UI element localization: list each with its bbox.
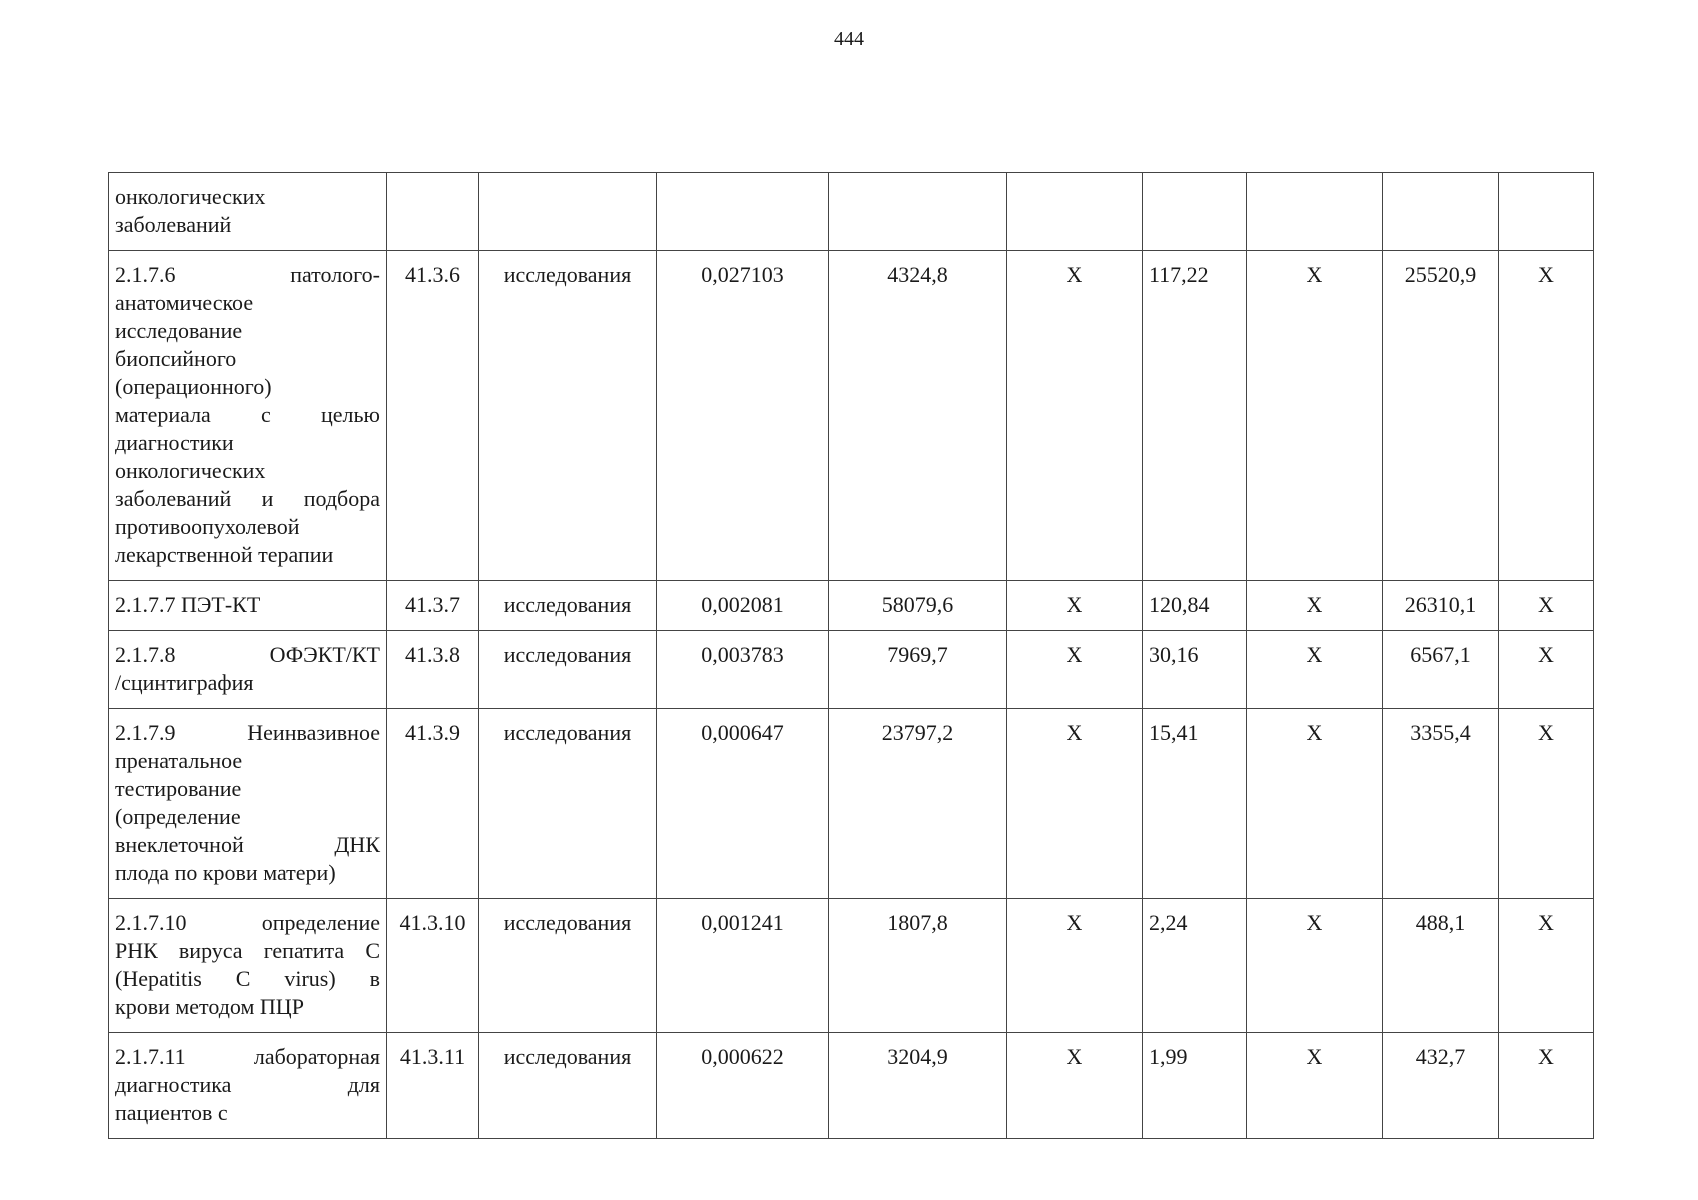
name-cell xyxy=(109,251,387,581)
col7-cell: 30,16 xyxy=(1143,631,1247,709)
name-cell xyxy=(109,1033,387,1139)
col7-cell: 1,99 xyxy=(1143,1033,1247,1139)
cost-cell: 23797,2 xyxy=(829,709,1007,899)
col9-cell: 6567,1 xyxy=(1383,631,1499,709)
cost-cell xyxy=(829,173,1007,251)
col10-cell: X xyxy=(1499,631,1594,709)
col8-cell: X xyxy=(1247,251,1383,581)
col9-cell: 25520,9 xyxy=(1383,251,1499,581)
name-line: крови методом ПЦР xyxy=(115,994,304,1019)
col7-cell: 15,41 xyxy=(1143,709,1247,899)
code-cell xyxy=(387,173,479,251)
col6-cell: X xyxy=(1007,631,1143,709)
col6-cell: X xyxy=(1007,709,1143,899)
name-line: онкологических xyxy=(115,184,266,209)
col10-cell xyxy=(1499,173,1594,251)
cost-cell: 58079,6 xyxy=(829,581,1007,631)
name-line: 2.1.7.10 определение xyxy=(115,910,380,935)
name-line: биопсийного xyxy=(115,346,237,371)
name-cell xyxy=(109,581,387,631)
col9-cell: 26310,1 xyxy=(1383,581,1499,631)
col9-cell: 488,1 xyxy=(1383,899,1499,1033)
col10-cell: X xyxy=(1499,709,1594,899)
name-line: заболеваний xyxy=(115,212,232,237)
name-line: 2.1.7.9 Неинвазивное xyxy=(115,720,380,745)
tariff-table xyxy=(108,172,1594,1139)
name-cell xyxy=(109,709,387,899)
page-number: 444 xyxy=(834,28,864,50)
table-row xyxy=(109,251,1594,581)
norm-cell: 0,000647 xyxy=(657,709,829,899)
col7-cell: 117,22 xyxy=(1143,251,1247,581)
name-line: (операционного) xyxy=(115,374,272,399)
code-cell: 41.3.10 xyxy=(387,899,479,1033)
unit-cell: исследования xyxy=(479,709,657,899)
table-row xyxy=(109,899,1594,1033)
unit-cell: исследования xyxy=(479,899,657,1033)
table-body xyxy=(109,173,1594,1139)
name-line: РНК вируса гепатита С xyxy=(115,938,380,963)
code-cell: 41.3.7 xyxy=(387,581,479,631)
col8-cell xyxy=(1247,173,1383,251)
col10-cell: X xyxy=(1499,1033,1594,1139)
col6-cell: X xyxy=(1007,251,1143,581)
unit-cell: исследования xyxy=(479,581,657,631)
name-line: диагностика для xyxy=(115,1072,380,1097)
col7-cell: 2,24 xyxy=(1143,899,1247,1033)
col9-cell xyxy=(1383,173,1499,251)
col8-cell: X xyxy=(1247,581,1383,631)
col10-cell: X xyxy=(1499,251,1594,581)
unit-cell xyxy=(479,173,657,251)
table-row xyxy=(109,581,1594,631)
code-cell: 41.3.6 xyxy=(387,251,479,581)
name-line: заболеваний и подбора xyxy=(115,486,380,511)
table-row xyxy=(109,709,1594,899)
col6-cell: X xyxy=(1007,899,1143,1033)
norm-cell xyxy=(657,173,829,251)
name-line: пациентов с xyxy=(115,1100,228,1125)
name-cell xyxy=(109,173,387,251)
unit-cell: исследования xyxy=(479,251,657,581)
name-line: внеклеточной ДНК xyxy=(115,832,380,857)
unit-cell: исследования xyxy=(479,631,657,709)
name-cell xyxy=(109,631,387,709)
cost-cell: 4324,8 xyxy=(829,251,1007,581)
code-cell: 41.3.11 xyxy=(387,1033,479,1139)
col8-cell: X xyxy=(1247,709,1383,899)
col7-cell: 120,84 xyxy=(1143,581,1247,631)
col10-cell: X xyxy=(1499,581,1594,631)
name-line: плода по крови матери) xyxy=(115,860,336,885)
name-line: тестирование xyxy=(115,776,242,801)
col6-cell xyxy=(1007,173,1143,251)
name-line: анатомическое xyxy=(115,290,254,315)
name-line: 2.1.7.8 ОФЭКТ/КТ xyxy=(115,642,380,667)
col9-cell: 432,7 xyxy=(1383,1033,1499,1139)
cost-cell: 1807,8 xyxy=(829,899,1007,1033)
col6-cell: X xyxy=(1007,1033,1143,1139)
code-cell: 41.3.8 xyxy=(387,631,479,709)
norm-cell: 0,027103 xyxy=(657,251,829,581)
name-line: 2.1.7.11 лабораторная xyxy=(115,1044,380,1069)
table-row xyxy=(109,173,1594,251)
name-line: 2.1.7.6 патолого- xyxy=(115,262,380,287)
name-line: исследование xyxy=(115,318,243,343)
unit-cell: исследования xyxy=(479,1033,657,1139)
table-row xyxy=(109,1033,1594,1139)
col8-cell: X xyxy=(1247,631,1383,709)
name-line: материала с целью xyxy=(115,402,380,427)
name-line: пренатальное xyxy=(115,748,243,773)
norm-cell: 0,001241 xyxy=(657,899,829,1033)
name-line: (Hepatitis C virus) в xyxy=(115,966,380,991)
col6-cell: X xyxy=(1007,581,1143,631)
name-line: онкологических xyxy=(115,458,266,483)
code-cell: 41.3.9 xyxy=(387,709,479,899)
cost-cell: 7969,7 xyxy=(829,631,1007,709)
norm-cell: 0,002081 xyxy=(657,581,829,631)
col8-cell: X xyxy=(1247,899,1383,1033)
name-line: /сцинтиграфия xyxy=(115,670,254,695)
col8-cell: X xyxy=(1247,1033,1383,1139)
name-cell xyxy=(109,899,387,1033)
name-line: (определение xyxy=(115,804,241,829)
col7-cell xyxy=(1143,173,1247,251)
table-row xyxy=(109,631,1594,709)
name-line: лекарственной терапии xyxy=(115,542,334,567)
name-line: противоопухолевой xyxy=(115,514,300,539)
norm-cell: 0,003783 xyxy=(657,631,829,709)
col10-cell: X xyxy=(1499,899,1594,1033)
name-line: 2.1.7.7 ПЭТ-КТ xyxy=(115,592,261,617)
name-line: диагностики xyxy=(115,430,234,455)
col9-cell: 3355,4 xyxy=(1383,709,1499,899)
norm-cell: 0,000622 xyxy=(657,1033,829,1139)
cost-cell: 3204,9 xyxy=(829,1033,1007,1139)
